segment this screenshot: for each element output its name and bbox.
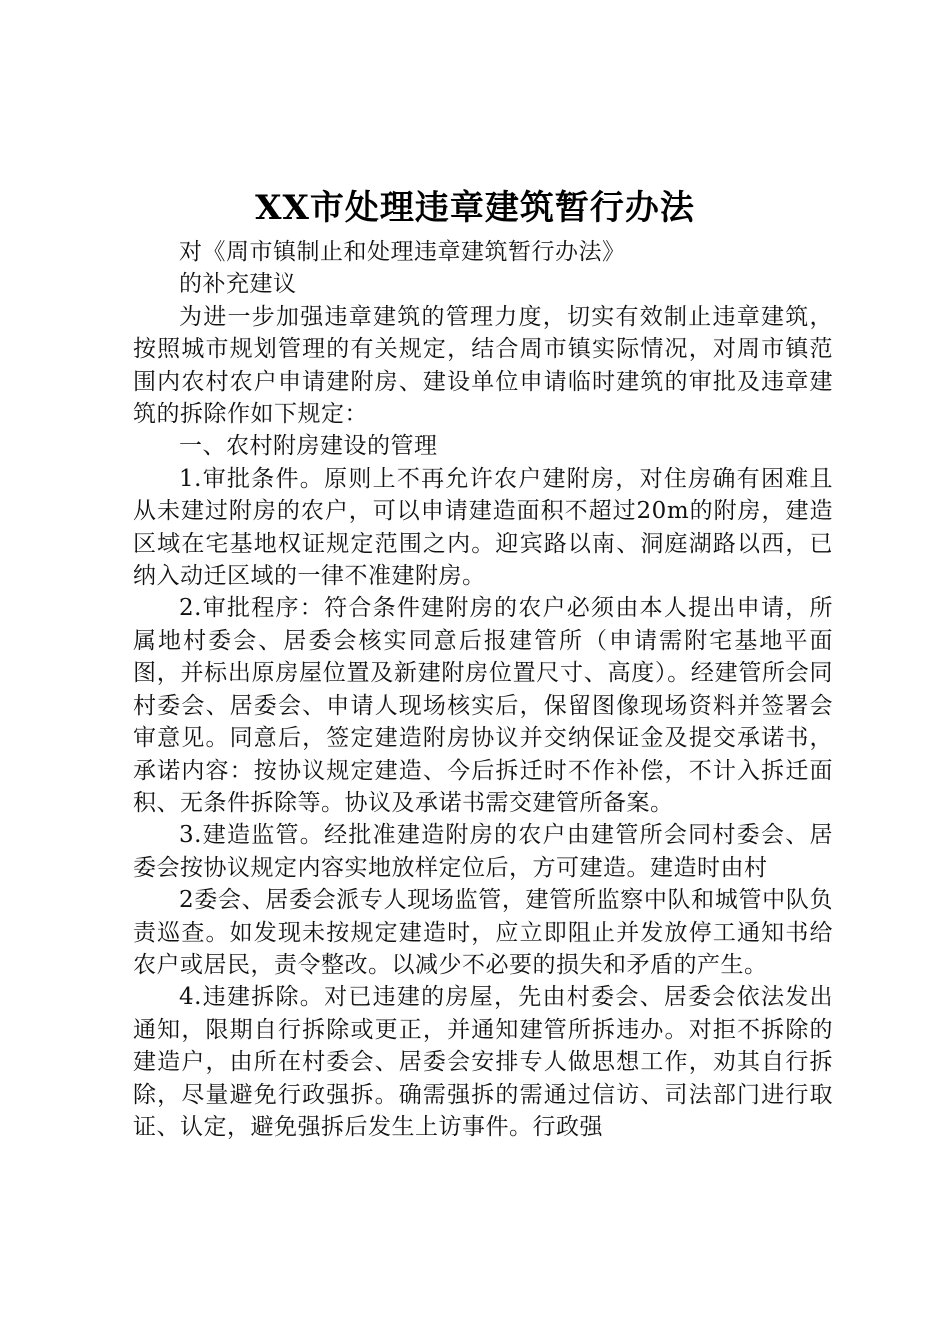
paragraph-approval-conditions: 1.审批条件。原则上不再允许农户建附房，对住房确有困难且从未建过附房的农户，可以申请建造面积不超过20m的附房，建造区域在宅基地权证规定范围之内。迎宾路以南、洞庭湖路以西，已纳入动迁区域的一律不准建附房。 [133,465,833,590]
document-body [133,236,833,1143]
subtitle-line-2: 的补充建议 [179,271,297,298]
section-heading-1: 一、农村附房建设的管理 [179,433,438,460]
document-title: XX市处理违章建筑暂行办法 [255,188,695,228]
paragraph-construction-supervision: 3.建造监管。经批准建造附房的农户由建管所会同村委会、居委会按协议规定内容实地放样定位后，方可建造。建造时由村 [133,822,833,881]
paragraph-intro: 为进一步加强违章建筑的管理力度，切实有效制止违章建筑，按照城市规划管理的有关规定，结合周市镇实际情况，对周市镇范围内农村农户申请建附房、建设单位申请临时建筑的审批及违章建筑的拆除作如下规定： [133,303,833,428]
paragraph-supervision-continued: 2委会、居委会派专人现场监管，建管所监察中队和城管中队负责巡查。如发现未按规定建造时，应立即阻止并发放停工通知书给农户或居民，责令整改。以减少不必要的损失和矛盾的产生。 [133,887,833,978]
subtitle-line-1: 对《周市镇制止和处理违章建筑暂行办法》 [179,239,626,265]
paragraph-demolition: 4.违建拆除。对已违建的房屋，先由村委会、居委会依法发出通知，限期自行拆除或更正，并通知建管所拆违办。对拒不拆除的建造户，由所在村委会、居委会安排专人做思想工作，劝其自行拆除，尽量避免行政强拆。确需强拆的需通过信访、司法部门进行取证、认定，避免强拆后发生上访事件。行政强 [133,984,833,1140]
paragraph-approval-procedure: 2.审批程序：符合条件建附房的农户必须由本人提出申请，所属地村委会、居委会核实同意后报建管所（申请需附宅基地平面图，并标出原房屋位置及新建附房位置尺寸、高度）。经建管所会同村委会、居委会、申请人现场核实后，保留图像现场资料并签署会审意见。同意后，签定建造附房协议并交纳保证金及提交承诺书，承诺内容：按协议规定建造、今后拆迁时不作补偿，不计入拆迁面积、无条件拆除等。协议及承诺书需交建管所备案。 [133,595,833,816]
